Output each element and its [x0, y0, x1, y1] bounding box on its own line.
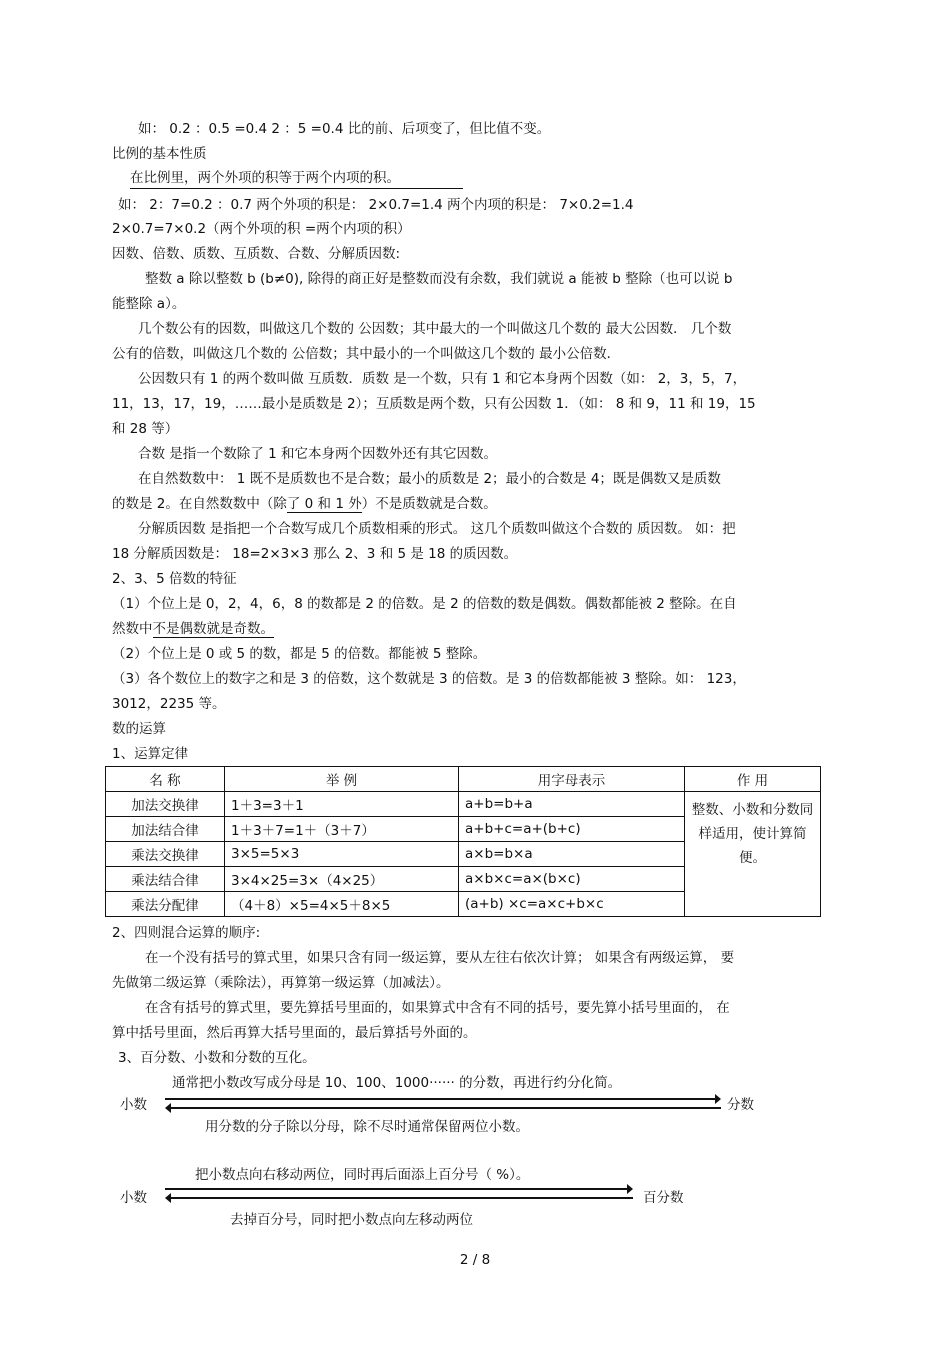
- divisibility-definition-2: 能整除 a）。: [112, 296, 186, 312]
- natural-number-facts-2a: 的数是 2。在自然数数中（除: [112, 496, 287, 512]
- law-formula: (a+b) ×c=a×c+b×c: [459, 892, 685, 917]
- heading-operations: 数的运算: [112, 721, 166, 737]
- double-arrow-icon: [165, 1184, 633, 1204]
- mixed-order-rule-3: 在含有括号的算式里，要先算括号里面的，如果算式中含有不同的括号，要先算小括号里面的， 在: [145, 1000, 730, 1016]
- decimal-to-percent-text: 把小数点向右移动两位，同时再后面添上百分号（ %）。: [195, 1167, 530, 1183]
- prime-factorization-definition-1: 分解质因数 是指把一个合数写成几个质数相乘的形式。 这几个质数叫做这个合数的 质因数。 如：把: [138, 521, 736, 537]
- law-formula: a+b=b+a: [459, 792, 685, 817]
- operation-laws-table: [105, 766, 821, 917]
- decimal-label-2: 小数: [120, 1190, 147, 1206]
- coprime-definition-2: 11，13，17，19，……最小是质数是 2）；互质数是两个数，只有公因数 1．（如： 8 和 9，11 和 19，15: [112, 396, 756, 412]
- multiple-of-2-rule-2a: 然数中: [112, 621, 153, 637]
- fraction-label: 分数: [727, 1097, 754, 1113]
- proportion-example-2: 2×0.7=7×0.2（两个外项的积 =两个内项的积）: [112, 221, 411, 237]
- natural-number-facts-2b: 了 0 和 1 外: [286, 496, 362, 512]
- natural-number-facts-1: 在自然数数中： 1 既不是质数也不是合数；最小的质数是 2；最小的合数是 4；既是偶数又是质数: [138, 471, 721, 487]
- table-row: [106, 792, 821, 817]
- header-effect: 作 用: [685, 767, 821, 792]
- mixed-order-rule-4: 算中括号里面，然后再算大括号里面的，最后算括号外面的。: [112, 1025, 477, 1041]
- natural-number-facts-2c: ）不是质数就是合数。: [361, 496, 497, 512]
- table-header-row: [106, 767, 821, 792]
- percent-label: 百分数: [643, 1190, 684, 1206]
- natural-number-facts-2: [112, 495, 497, 513]
- decimal-label-1: 小数: [120, 1097, 147, 1113]
- common-factor-definition-1: 几个数公有的因数，叫做这几个数的 公因数；其中最大的一个叫做这几个数的 最大公因数． 几个数: [138, 321, 732, 337]
- law-name: 加法交换律: [106, 792, 225, 817]
- multiple-of-2-rule-2b: 不是偶数就是奇数。: [152, 621, 274, 637]
- common-factor-definition-2: 公有的倍数，叫做这几个数的 公倍数；其中最小的一个叫做这几个数的 最小公倍数．: [112, 346, 621, 362]
- multiple-of-3-rule-2: 3012，2235 等。: [112, 696, 226, 712]
- header-name: 名 称: [106, 767, 225, 792]
- multiple-of-3-rule-1: （3）各个数位上的数字之和是 3 的倍数，这个数就是 3 的倍数。是 3 的倍数都能被 3 整除。如： 123，: [112, 671, 746, 687]
- header-example: 举 例: [225, 767, 459, 792]
- coprime-definition-1: 公因数只有 1 的两个数叫做 互质数．质数 是一个数，只有 1 和它本身两个因数（如： 2，3，5，7，: [138, 371, 747, 387]
- decimal-to-fraction-text: 通常把小数改写成分母是 10、100、1000······ 的分数，再进行约分化简。: [172, 1075, 622, 1091]
- heading-multiples-features: 2、3、5 倍数的特征: [112, 571, 237, 587]
- double-arrow-icon: [165, 1094, 721, 1114]
- law-example: 3×5=5×3: [225, 842, 459, 867]
- divisibility-definition-1: 整数 a 除以整数 b (b≠0), 除得的商正好是整数而没有余数，我们就说 a 能被 b 整除（也可以说 b: [145, 271, 733, 287]
- law-formula: a×b=b×a: [459, 842, 685, 867]
- heading-mixed-operations: 2、四则混合运算的顺序:: [112, 925, 261, 941]
- example-ratio-line: 如： 0.2 ：0.5 =0.4 2 ：5 =0.4 比的前、后项变了，但比值不变。: [138, 121, 551, 137]
- mixed-order-rule-2: 先做第二级运算（乘除法），再算第一级运算（加减法）。: [112, 975, 450, 991]
- law-formula: a×b×c=a×(b×c): [459, 867, 685, 892]
- heading-operation-laws: 1、运算定律: [112, 746, 189, 762]
- law-example: 1＋3＋7=1＋（3＋7）: [225, 817, 459, 842]
- percent-to-decimal-text: 去掉百分号，同时把小数点向左移动两位: [230, 1212, 473, 1228]
- coprime-definition-3: 和 28 等）: [112, 421, 179, 437]
- law-name: 乘法结合律: [106, 867, 225, 892]
- law-name: 乘法分配律: [106, 892, 225, 917]
- fraction-to-decimal-text: 用分数的分子除以分母，除不尽时通常保留两位小数。: [205, 1119, 529, 1135]
- page-number: 2 / 8: [459, 1252, 491, 1268]
- heading-proportion-property: 比例的基本性质: [112, 146, 207, 162]
- law-formula: a+b+c=a+(b+c): [459, 817, 685, 842]
- proportion-property-statement: 在比例里，两个外项的积等于两个内项的积。: [130, 169, 463, 189]
- composite-definition: 合数 是指一个数除了 1 和它本身两个因数外还有其它因数。: [138, 446, 497, 462]
- law-example: 3×4×25=3×（4×25）: [225, 867, 459, 892]
- header-formula: 用字母表示: [459, 767, 685, 792]
- law-example: 1＋3=3＋1: [225, 792, 459, 817]
- heading-factors-multiples: 因数、倍数、质数、互质数、合数、分解质因数:: [112, 246, 401, 262]
- multiple-of-5-rule: （2）个位上是 0 或 5 的数，都是 5 的倍数。都能被 5 整除。: [112, 646, 487, 662]
- law-effect: 整数、小数和分数同样适用，使计算简便。: [685, 792, 821, 917]
- law-name: 加法结合律: [106, 817, 225, 842]
- mixed-order-rule-1: 在一个没有括号的算式里，如果只含有同一级运算，要从左往右依次计算； 如果含有两级运算， 要: [145, 950, 735, 966]
- proportion-example-1: 如： 2：7=0.2 ：0.7 两个外项的积是： 2×0.7=1.4 两个内项的积是： 7×0.2=1.4: [118, 197, 634, 213]
- prime-factorization-definition-2: 18 分解质因数是： 18=2×3×3 那么 2、3 和 5 是 18 的质因数。: [112, 546, 518, 562]
- law-name: 乘法交换律: [106, 842, 225, 867]
- heading-conversion: 3、百分数、小数和分数的互化。: [118, 1050, 316, 1066]
- law-example: （4＋8）×5=4×5＋8×5: [225, 892, 459, 917]
- multiple-of-2-rule-2: [112, 620, 274, 638]
- multiple-of-2-rule-1: （1）个位上是 0，2，4，6，8 的数都是 2 的倍数。是 2 的倍数的数是偶数。偶数都能被 2 整除。在自: [112, 596, 737, 612]
